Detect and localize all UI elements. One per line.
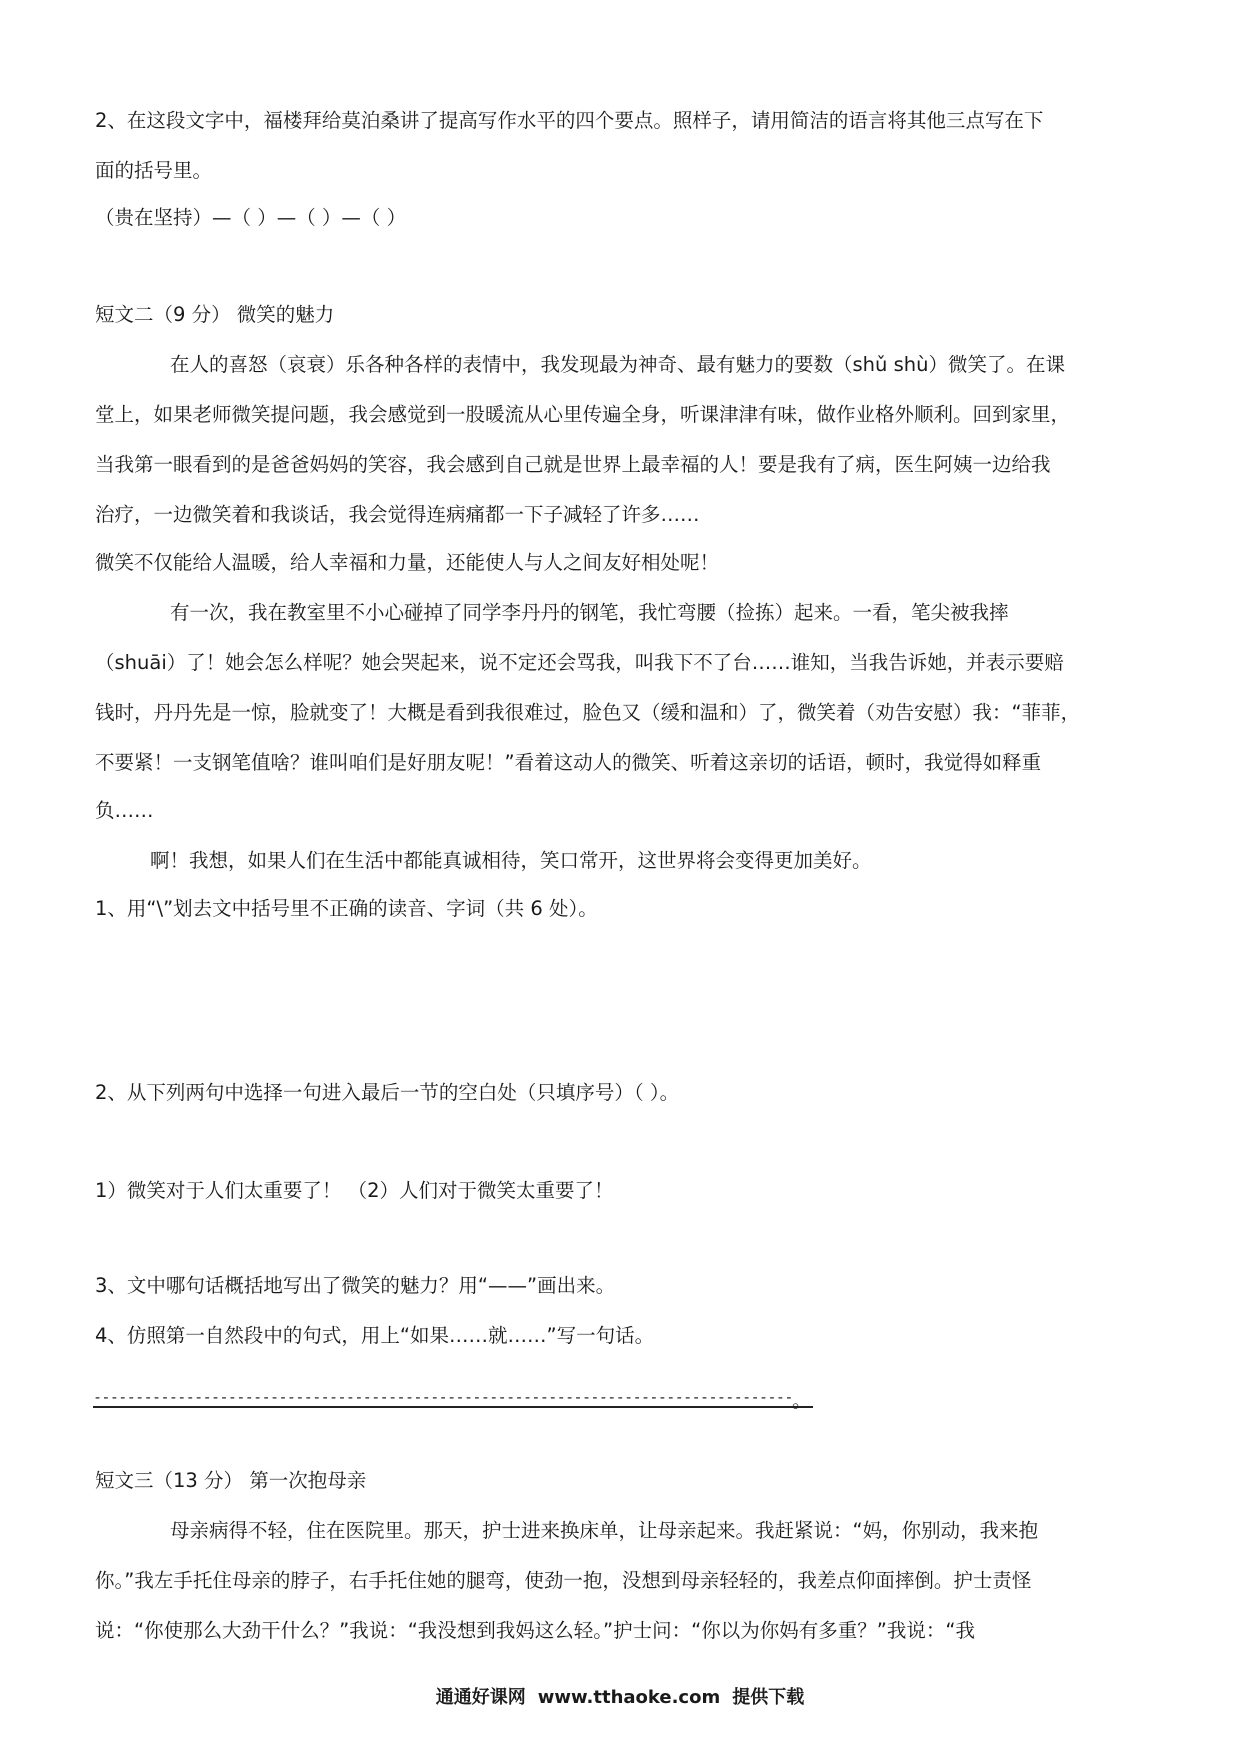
section-3-heading: 短文三（13 分） 第一次抱母亲 xyxy=(95,1469,367,1492)
answer-underline xyxy=(93,1406,813,1408)
section-2-paragraph-2: 微笑不仅能给人温暖，给人幸福和力量，还能使人与人之间友好相处呢！ xyxy=(95,551,720,574)
section-2-paragraph-3-line-2: （shuāi）了！她会怎么样呢？她会哭起来，说不定还会骂我，叫我下不了台……谁知，当我告诉她，并表示要赔 xyxy=(95,651,1064,674)
section-2-question-1: 1、用“\”划去文中括号里不正确的读音、字词（共 6 处）。 xyxy=(95,897,598,920)
section-3-line-1: 母亲病得不轻，住在医院里。那天，护士进来换床单，让母亲起来。我赶紧说：“妈，你别动，我来抱 xyxy=(170,1519,1039,1542)
section-3-line-3: 说：“你使那么大劲干什么？”我说：“我没想到我妈这么轻。”护士问：“你以为你妈有多重？”我说：“我 xyxy=(95,1619,975,1642)
section-2-paragraph-3-line-3: 钱时，丹丹先是一惊，脸就变了！大概是看到我很难过，脸色又（缓和温和）了，微笑着（劝告安慰）我：“菲菲， xyxy=(95,701,1081,724)
section-2-question-2-options: 1）微笑对于人们太重要了！ （2）人们对于微笑太重要了！ xyxy=(95,1179,614,1202)
section-2-paragraph-4: 啊！我想，如果人们在生活中都能真诚相待，笑口常开，这世界将会变得更加美好。 xyxy=(150,849,872,872)
section-2-question-3: 3、文中哪句话概括地写出了微笑的魅力？用“——”画出来。 xyxy=(95,1274,616,1297)
section-3-line-2: 你。”我左手托住母亲的脖子，右手托住她的腿弯，使劲一抱，没想到母亲轻轻的，我差点仰面摔倒。护士责怪 xyxy=(95,1569,1032,1592)
footer-suffix: 提供下载 xyxy=(732,1687,805,1708)
section-2-paragraph-3-line-4: 不要紧！一支钢笔值啥？谁叫咱们是好朋友呢！”看着这动人的微笑、听着这亲切的话语，顿时，我觉得如释重 xyxy=(95,751,1042,774)
section-2-question-4: 4、仿照第一自然段中的句式，用上“如果……就……”写一句话。 xyxy=(95,1324,655,1347)
question-2-answer-brackets: （贵在坚持）—（ ）—（ ）—（ ） xyxy=(95,206,407,229)
section-2-paragraph-3-line-1: 有一次，我在教室里不小心碰掉了同学李丹丹的钢笔，我忙弯腰（捡拣）起来。一看，笔尖被我摔 xyxy=(170,601,1009,624)
question-2-line-2: 面的括号里。 xyxy=(95,159,213,182)
section-2-heading: 短文二（9 分） 微笑的魅力 xyxy=(95,303,335,326)
section-2-paragraph-3-line-5: 负…… xyxy=(95,799,154,822)
footer-site-name: 通通好课网 xyxy=(435,1687,526,1708)
section-2-question-2: 2、从下列两句中选择一句进入最后一节的空白处（只填序号）（ ）。 xyxy=(95,1081,680,1104)
question-2-line-1: 2、在这段文字中，福楼拜给莫泊桑讲了提高写作水平的四个要点。照样子，请用简洁的语言将其他三点写在下 xyxy=(95,109,1044,132)
section-2-paragraph-1-line-1: 在人的喜怒（哀衰）乐各种各样的表情中，我发现最为神奇、最有魅力的要数（shǔ shù）微笑了。在课 xyxy=(170,353,1065,376)
footer-url[interactable]: www.tthaoke.com xyxy=(537,1687,721,1708)
page-footer xyxy=(0,1683,1240,1709)
section-2-paragraph-1-line-2: 堂上，如果老师微笑提问题，我会感觉到一股暖流从心里传遍全身，听课津津有味，做作业格外顺利。回到家里， xyxy=(95,403,1071,426)
answer-dashed-line: ----------------------------------------------------------------------------------- xyxy=(93,1388,793,1406)
section-2-paragraph-1-line-3: 当我第一眼看到的是爸爸妈妈的笑容，我会感到自己就是世界上最幸福的人！要是我有了病，医生阿姨一边给我 xyxy=(95,453,1051,476)
section-2-paragraph-1-line-4: 治疗，一边微笑着和我谈话，我会觉得连病痛都一下子减轻了许多…… xyxy=(95,503,700,526)
answer-line-period: 。 xyxy=(792,1389,812,1412)
